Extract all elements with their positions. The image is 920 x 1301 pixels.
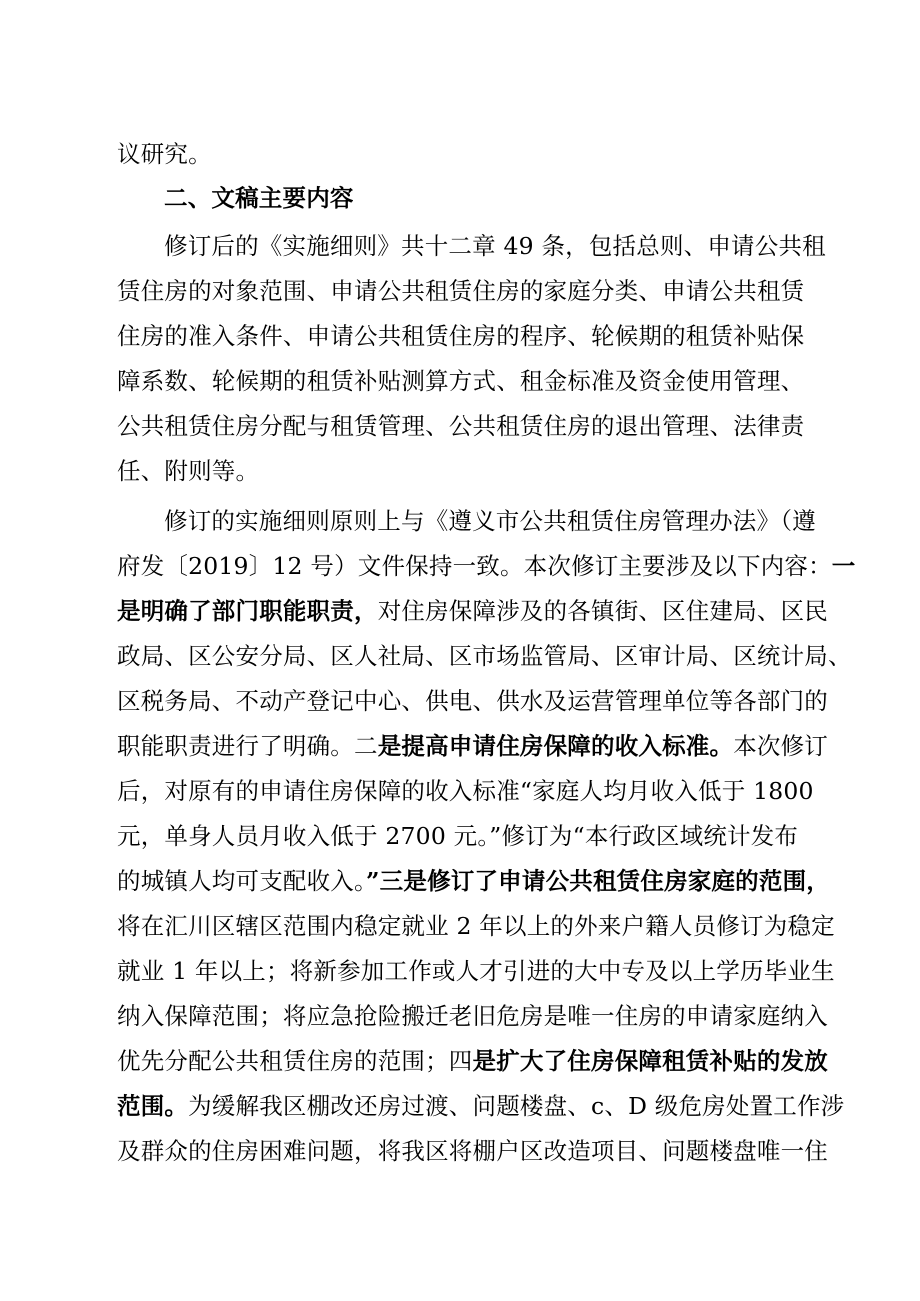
paragraph-line — [117, 1038, 828, 1084]
text-segment: 政局、区公安分局、区人社局、区市场监管局、区审计局、区统计局、 — [117, 642, 852, 670]
text-segment: 住房的准入条件、申请公共租赁住房的程序、轮候期的租赁补贴保 — [117, 322, 805, 350]
paragraph-line — [117, 948, 835, 994]
paragraph-line — [117, 588, 828, 634]
text-segment: 修订后的《实施细则》共十二章 49 条，包括总则、申请公共租 — [164, 232, 826, 260]
bold-text-segment: 一 — [831, 552, 856, 580]
text-segment: 区税务局、不动产登记中心、供电、供水及运营管理单位等各部门的 — [117, 687, 828, 715]
paragraph-line — [117, 1083, 844, 1129]
text-segment: 就业 1 年以上；将新参加工作或人才引进的大中专及以上学历毕业生 — [117, 957, 835, 985]
text-segment: 为缓解我区棚改还房过渡、问题楼盘、c、D 级危房处置工作涉 — [188, 1092, 845, 1120]
bold-text-segment: 是提高申请住房保障的收入标准。 — [377, 732, 734, 760]
section-heading — [164, 175, 354, 221]
paragraph-line — [117, 633, 852, 679]
paragraph-line — [117, 358, 804, 404]
text-segment: 障系数、轮候期的租赁补贴测算方式、租金标准及资金使用管理、 — [117, 367, 805, 395]
bold-text-segment: 是明确了部门职能职责， — [117, 597, 378, 625]
text-segment: 职能职责进行了明确。二 — [117, 732, 378, 760]
text-segment: 优先分配公共租赁住房的范围；四 — [117, 1047, 473, 1075]
paragraph-line — [117, 403, 804, 449]
paragraph-line — [117, 268, 804, 314]
text-segment: 后，对原有的申请住房保障的收入标准“家庭人均月收入低于 1800 — [117, 777, 814, 805]
text-segment: 本次修订 — [733, 732, 829, 760]
paragraph-line — [117, 768, 814, 814]
bold-text-segment: ”三是修订了申请公共租赁住房家庭的范围， — [365, 867, 830, 895]
paragraph-line — [117, 448, 259, 494]
paragraph-line — [117, 903, 835, 949]
paragraph-line — [117, 723, 828, 769]
paragraph-line — [117, 678, 828, 724]
text-segment: 元，单身人员月收入低于 2700 元。”修订为“本行政区域统计发布 — [117, 822, 799, 850]
paragraph-line — [117, 1128, 828, 1174]
text-segment: 对住房保障涉及的各镇街、区住建局、区民 — [377, 597, 829, 625]
text-segment: 议研究。 — [117, 140, 212, 168]
text-segment: 任、附则等。 — [117, 457, 260, 485]
text-segment: 赁住房的对象范围、申请公共租赁住房的家庭分类、申请公共租赁 — [117, 277, 805, 305]
bold-text-segment: 范围。 — [117, 1092, 189, 1120]
text-segment: 的城镇人均可支配收入。 — [117, 867, 366, 895]
paragraph-line — [164, 223, 826, 269]
paragraph-line — [117, 993, 828, 1039]
paragraph-line — [117, 813, 798, 859]
paragraph-line — [164, 498, 816, 544]
text-segment: 公共租赁住房分配与租赁管理、公共租赁住房的退出管理、法律责 — [117, 412, 805, 440]
text-segment: 修订的实施细则原则上与《遵义市公共租赁住房管理办法》（遵 — [164, 507, 816, 535]
text-segment: 纳入保障范围；将应急抢险搬迁老旧危房是唯一住房的申请家庭纳入 — [117, 1002, 828, 1030]
paragraph-line — [117, 313, 804, 359]
paragraph-line — [117, 858, 830, 904]
bold-text-segment: 是扩大了住房保障租赁补贴的发放 — [472, 1047, 828, 1075]
bold-text-segment: 二、文稿主要内容 — [164, 184, 354, 212]
paragraph-line — [117, 131, 212, 177]
text-segment: 将在汇川区辖区范围内稳定就业 2 年以上的外来户籍人员修订为稳定 — [117, 912, 835, 940]
text-segment: 及群众的住房困难问题，将我区将棚户区改造项目、问题楼盘唯一住 — [117, 1137, 828, 1165]
text-segment: 府发〔2019〕12 号）文件保持一致。本次修订主要涉及以下内容： — [117, 552, 832, 580]
paragraph-line — [117, 543, 855, 589]
